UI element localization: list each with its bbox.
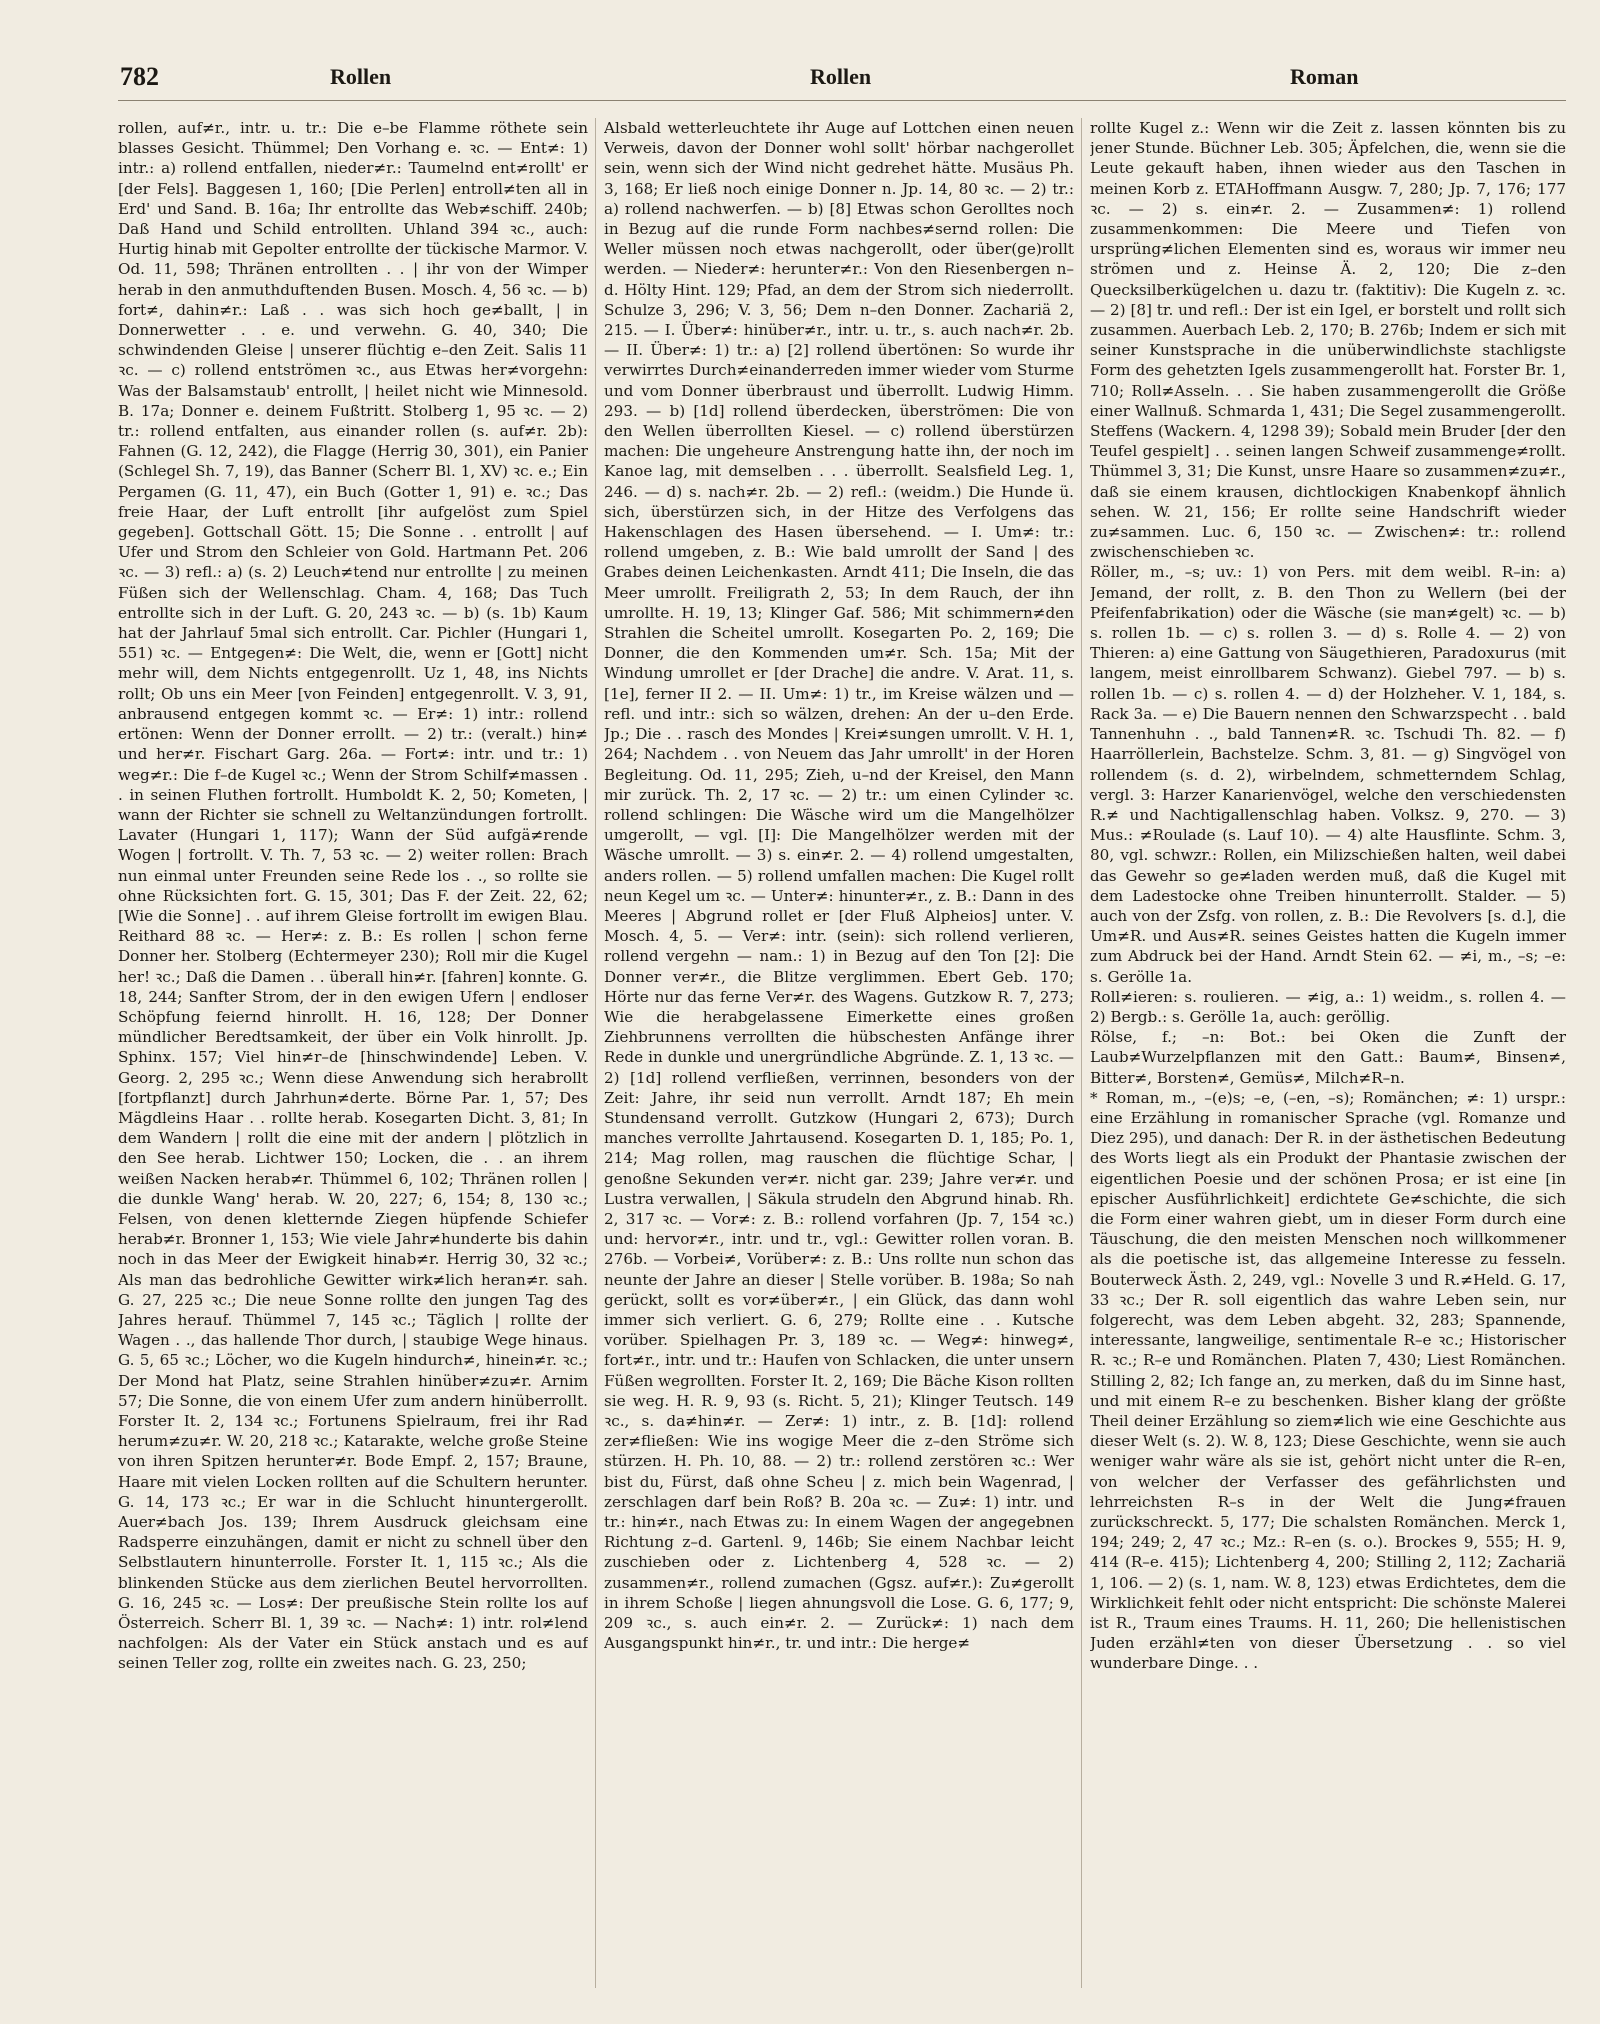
column-left-text: rollen, auf≠r., intr. u. tr.: Die e–be Flamme röthete sein blasses Gesicht. Thümmel; Den Vorhang e. ꝛc. — Ent≠: 1) intr.: a) rollend entfallen, nieder≠r.: Taumelnd ent≠rollt' er [der Fels]. Baggesen 1, 160; [Die Perlen] entroll≠ten all in Erd' und Sand. B. 16a; Ihr entrollte das Web≠schiff. 240b; Daß Hand und Schild entrollten. Uhland 394 ꝛc., auch: Hurtig hinab mit Gepolter entrollte der tückische Marmor. V. Od. 11, 598; Thränen entrollten . . | ihr von der Wimper herab in den anmuthduftenden Busen. Mosch. 4, 56 ꝛc. — b) fort≠, dahin≠r.: Laß . . was sich hoch ge≠ballt, | in Donnerwetter . . e. und verwehn. G. 40, 340; Die schwindenden Gleise | unserer flüchtig e–den Zeit. Salis 11 ꝛc. — c) rollend entströmen ꝛc., aus Etwas her≠vorgehn: Was der Balsamstaub' entrollt, | heilet nicht wie Minnesold. B. 17a; Donner e. deinem Fußtritt. Stolberg 1, 95 ꝛc. — 2) tr.: rollend entfalten, aus einander rollen (s. auf≠r. 2b): Fahnen (G. 12, 242), die Flagge (Herrig 30, 301), ein Panier (Schlegel Sh. 7, 19), das Banner (Scherr Bl. 1, XV) ꝛc. e.; Ein Pergamen (G. 11, 47), ein Buch (Gotter 1, 91) e. ꝛc.; Das freie Haar, der Luft entrollt [ihr aufgelöst zum Spiel gegeben]. Gottschall Gött. 15; Die Sonne . . entrollt | auf Ufer und Strom den Schleier von Gold. Hartmann Pet. 206 ꝛc. — 3) refl.: a) (s. 2) Leuch≠tend nur entrollte | zu meinen Füßen sich der Wellenschlag. Cham. 4, 168; Das Tuch entrollte sich in der Luft. G. 20, 243 ꝛc. — b) (s. 1b) Kaum hat der Jahrlauf 5mal sich entrollt. Car. Pichler (Hungari 1, 551) ꝛc. — Entgegen≠: Die Welt, die, wenn er [Gott] nicht mehr will, dem Nichts entgegenrollt. Uz 1, 48, ins Nichts rollt; Ob uns ein Meer [von Feinden] entgegenrollt. V. 3, 91, anbrausend entgegen kommt ꝛc. — Er≠: 1) intr.: rollend ertönen: Wenn der Donner errollt. — 2) tr.: (veralt.) hin≠ und her≠r. Fischart Garg. 26a. — Fort≠: intr. und tr.: 1) weg≠r.: Die f–de Kugel ꝛc.; Wenn der Strom Schilf≠massen . . in seinen Fluthen fortrollt. Humboldt K. 2, 50; Kometen, | wann der Richter sie schnell zu Weltanzündungen fortrollt. Lavater (Hungari 1, 117); Wann der Süd aufgä≠rende Wogen | fortrollt. V. Th. 7, 53 ꝛc. — 2) weiter rollen: Brach nun einmal unter Freunden seine Rede los . ., so rollte sie ohne Rücksichten fort. G. 15, 301; Das F. der Zeit. 22, 62; [Wie die Sonne] . . auf ihrem Gleise fortrollt im ewigen Blau. Reithard 88 ꝛc. — Her≠: z. B.: Es rollen | schon ferne Donner her. Stolberg (Echtermeyer 230); Roll mir die Kugel her! ꝛc.; Daß die Damen . . überall hin≠r. [fahren] konnte. G. 18, 244; Sanfter Strom, der in den ewigen Ufern | endloser Schöpfung feiernd hinrollt. H. 16, 128; Der Donner mündlicher Beredtsamkeit, der über ein Volk hinrollt. Jp. Sphinx. 157; Viel hin≠r–de [hinschwindende] Leben. V. Georg. 2, 295 ꝛc.; Wenn diese Anwendung sich herabrollt [fortpflanzt] durch Jahrhun≠derte. Börne Par. 1, 57; Des Mägdleins Haar . . rollte herab. Kosegarten Dicht. 3, 81; In dem Wandern | rollt die eine mit der andern | plötzlich in den See herab. Lichtwer 150; Locken, die . . an ihrem weißen Nacken herab≠r. Thümmel 6, 102; Thränen rollen | die dunkle Wang' herab. W. 20, 227; 6, 154; 8, 130 ꝛc.; Felsen, von denen kletternde Ziegen hüpfende Schiefer herab≠r. Bronner 1, 153; Wie viele Jahr≠hunderte bis dahin noch in das Meer der Ewigkeit hinab≠r. Herrig 30, 32 ꝛc.; Als man das bedrohliche Gewitter wirk≠lich heran≠r. sah. G. 27, 225 ꝛc.; Die neue Sonne rollte den jungen Tag des Jahres herauf. Thümmel 7, 145 ꝛc.; Täglich | rollte der Wagen . ., das hallende Thor durch, | staubige Wege hinaus. G. 5, 65 ꝛc.; Löcher, wo die Kugeln hindurch≠, hinein≠r. ꝛc.; Der Mond hat Platz, seine Strahlen hinüber≠zu≠r. Arnim 57; Die Sonne, die von einem Ufer zum andern hinüberrollt. Forster It. 2, 134 ꝛc.; Fortunens Spielraum, frei ihr Rad herum≠zu≠r. W. 20, 218 ꝛc.; Katarakte, welche große Steine von ihren Spitzen herunter≠r. Bode Empf. 2, 157; Braune, Haare mit vielen Locken rollten auf die Schultern herunter. G. 14, 173 ꝛc.; Er war in die Schlucht hinuntergerollt. Auer≠bach Jos. 139; Ihrem Ausdruck gleichsam eine Radsperre einzuhängen, damit er nicht zu schnell über den Selbstlautern hinunterrolle. Forster It. 1, 115 ꝛc.; Als die blinkenden Stücke aus dem zierlichen Beutel hervorrollten. G. 16, 245 ꝛc. — Los≠: Der preußische Stein rollte los auf Österreich. Scherr Bl. 1, 39 ꝛc. — Nach≠: 1) intr. rol≠lend nachfolgen: Als der Vater ein Stück anstach und es auf seinen Teller zog, rollte ein zweites nach. G. 23, 250; xyxy=(118,119,588,1673)
page-number: 782 xyxy=(120,62,159,91)
running-head-left: Rollen xyxy=(330,64,392,89)
column-right-text: rollte Kugel z.: Wenn wir die Zeit z. lassen könnten bis zu jener Stunde. Büchner Leb. 305; Äpfelchen, die, wenn sie die Leute gekauft haben, ihnen wieder aus den Taschen in meinen Korb z. ETAHoffmann Ausgw. 7, 280; Jp. 7, 176; 177 ꝛc. — 2) s. ein≠r. 2. — Zusammen≠: 1) rollend zusammenkommen: Die Meere und Tiefen von ursprüng≠lichen Elementen sind es, woraus wir immer neu strömen und z. Heinse Ä. 2, 120; Die z–den Quecksilberkügelchen u. dazu tr. (faktitiv): Die Kugeln z. ꝛc. — 2) [8] tr. und refl.: Der ist ein Igel, er borstelt und rollt sich zusammen. Auerbach Leb. 2, 170; B. 276b; Indem er sich mit seiner Kunstsprache in die unüberwindlichste stachligste Form des gehetzten Igels zusammengerollt hat. Forster Br. 1, 710; Roll≠Asseln. . . Sie haben zusammengerollt die Größe einer Wallnuß. Schmarda 1, 431; Die Segel zusammengerollt. Steffens (Wackern. 4, 1298 39); Sobald mein Bruder [der den Teufel gespielt] . . seinen langen Schweif zusammenge≠rollt. Thümmel 3, 31; Die Kunst, unsre Haare so zusammen≠zu≠r., daß sie einem krausen, dichtlockigen Knabenkopf ähnlich sehen. W. 21, 156; Er rollte seine Handschrift wieder zu≠sammen. Luc. 6, 150 ꝛc. — Zwischen≠: tr.: rollend zwischenschieben ꝛc. Röller, m., –s; uv.: 1) von Pers. mit dem weibl. R–in: a) Jemand, der rollt, z. B. den Thon zu Wellern (bei der Pfeifenfabrikation) oder die Wäsche (sie man≠gelt) ꝛc. — b) s. rollen 1b. — c) s. rollen 3. — d) s. Rolle 4. — 2) von Thieren: a) eine Gattung von Säugethieren, Paradoxurus (mit langem, meist einrollbarem Schwanz). Giebel 797. — b) s. rollen 1b. — c) s. rollen 4. — d) der Holzheher. V. 1, 184, s. Rack 3a. — e) Die Bauern nennen den Schwarzspecht . . bald Tannenhuhn . ., bald Tannen≠R. ꝛc. Tschudi Th. 82. — f) Haarröllerlein, Bachstelze. Schm. 3, 81. — g) Singvögel von rollendem (s. d. 2), wirbelndem, schmetterndem Schlag, vergl. 3: Harzer Kanarienvögel, welche den verschiedensten R.≠ und Nachtigallenschlag haben. Volksz. 9, 270. — 3) Mus.: ≠Roulade (s. Lauf 10). — 4) alte Hausflinte. Schm. 3, 80, vgl. schwzr.: Rollen, ein Milizschießen halten, weil dabei das Gewehr so ge≠laden werden muß, daß die Kugel mit dem Ladestocke ohne Treiben hinunterrollt. Stalder. — 5) auch von der Zsfg. von rollen, z. B.: Die Revolvers [s. d.], die Um≠R. und Aus≠R. seines Geistes hatten die Kugeln immer zum Abdruck bei der Hand. Arndt Stein 62. — ≠i, m., –s; –e: s. Gerölle 1a. Roll≠ieren: s. roulieren. — ≠ig, a.: 1) weidm., s. rollen 4. — 2) Bergb.: s. Gerölle 1a, auch: geröllig. Rölse, f.; –n: Bot.: bei Oken die Zunft der Laub≠Wurzelpflanzen mit den Gatt.: Baum≠, Binsen≠, Bitter≠, Borsten≠, Gemüs≠, Milch≠R–n. * Roman, m., –(e)s; –e, (–en, –s); Romänchen; ≠: 1) urspr.: eine Erzählung in romanischer Sprache (vgl. Romanze und Diez 295), und danach: Der R. in der ästhetischen Bedeutung des Worts liegt als ein Produkt der Phantasie zwischen der eigentlichen Poesie und der schönen Prosa; er ist eine [in epischer Ausführlichkeit] erdichtete Ge≠schichte, die sich die Form einer wahren giebt, um in dieser Form durch eine Täuschung, die den meisten Menschen noch willkommener als die poetische ist, das allgemeine Interesse zu fesseln. Bouterweck Ästh. 2, 249, vgl.: Novelle 3 und R.≠Held. G. 17, 33 ꝛc.; Der R. soll eigentlich das wahre Leben sein, nur folgerecht, was dem Leben abgeht. 32, 283; Spannende, interessante, langweilige, sentimentale R–e ꝛc.; Historischer R. ꝛc.; R–e und Romänchen. Platen 7, 430; Liest Romänchen. Stilling 2, 82; Ich fange an, zu merken, daß du im Sinne hast, und mit einem R–e zu beschenken. Bisher klang der größte Theil deiner Erzählung so ziem≠lich wie eine Geschichte aus dieser Welt (s. 2). W. 8, 123; Diese Geschichte, wenn sie auch weniger wahr wäre als sie ist, gehört nicht unter die R–en, von welcher der Verfasser des gefährlichsten und lehrreichsten R–s in der Welt die Jung≠frauen zurückschreckt. 5, 177; Die schalsten Romänchen. Merck 1, 194; 249; 2, 47 ꝛc.; Mz.: R–en (s. o.). Brockes 9, 555; H. 9, 414 (R–e. 415); Lichtenberg 4, 200; Stilling 2, 112; Zachariä 1, 106. — 2) (s. 1, nam. W. 8, 123) etwas Erdichtetes, dem die Wirklichkeit fehlt oder nicht entspricht: Die schönste Malerei ist R., Traum eines Traums. H. 11, 260; Die hellenistischen Juden erzähl≠ten von dieser Übersetzung . . so viel wunderbare Dinge. . . xyxy=(1090,119,1566,1673)
running-head-right: Roman xyxy=(1290,64,1359,89)
column-middle xyxy=(604,118,1074,1998)
column-right xyxy=(1090,118,1566,1998)
column-middle-text: Alsbald wetterleuchtete ihr Auge auf Lottchen einen neuen Verweis, davon der Donner wohl sollt' hörbar nachgerollet sein, wenn sich der Wind nicht gedrehet hätte. Musäus Ph. 3, 168; Er ließ noch einige Donner n. Jp. 14, 80 ꝛc. — 2) tr.: a) rollend nachwerfen. — b) [8] Etwas schon Gerolltes noch in Bezug auf die runde Form nachbes≠sernd rollen: Die Weller müssen noch etwas nachgerollt, oder über(ge)rollt werden. — Nieder≠: herunter≠r.: Von den Riesenbergen n–d. Hölty Hint. 129; Pfad, an dem der Strom sich niederrollt. Schulze 3, 296; V. 3, 56; Dem n–den Donner. Zachariä 2, 215. — I. Über≠: hinüber≠r., intr. u. tr., s. auch nach≠r. 2b. — II. Über≠: 1) tr.: a) [2] rollend übertönen: So wurde ihr verwirrtes Durch≠einanderreden immer wieder vom Sturme und vom Donner überbraust und überrollt. Ludwig Himm. 293. — b) [1d] rollend überdecken, überströmen: Die von den Wellen überrollten Kiesel. — c) rollend überstürzen machen: Die ungeheure Anstrengung hatte ihn, der noch im Kanoe lag, mit demselben . . . überrollt. Sealsfield Leg. 1, 246. — d) s. nach≠r. 2b. — 2) refl.: (weidm.) Die Hunde ü. sich, überstürzen sich, in der Hitze des Verfolgens das Hakenschlagen des Hasen übersehend. — I. Um≠: tr.: rollend umgeben, z. B.: Wie bald umrollt der Sand | des Grabes deinen Leichenkasten. Arndt 411; Die Inseln, die das Meer umrollt. Freiligrath 2, 53; In dem Rauch, der ihn umrollte. H. 19, 13; Klinger Gaf. 586; Mit schimmern≠den Strahlen die Scheitel umrollt. Kosegarten Po. 2, 169; Die Donner, die den Kommenden um≠r. Sch. 15a; Mit der Windung umrollet er [der Drache] die andre. V. Arat. 11, s. [1e], ferner II 2. — II. Um≠: 1) tr., im Kreise wälzen und — refl. und intr.: sich so wälzen, drehen: An der u–den Erde. Jp.; Die . . rasch des Mondes | Krei≠sungen umrollt. V. H. 1, 264; Nachdem . . von Neuem das Jahr umrollt' in der Horen Begleitung. Od. 11, 295; Zieh, u–nd der Kreisel, den Mann mir zurück. Th. 2, 17 ꝛc. — 2) tr.: um einen Cylinder ꝛc. rollend schlingen: Die Wäsche wird um die Mangelhölzer umgerollt, — vgl. [I]: Die Mangelhölzer werden mit der Wäsche umrollt. — 3) s. ein≠r. 2. — 4) rollend umgestalten, anders rollen. — 5) rollend umfallen machen: Die Kugel rollt neun Kegel um ꝛc. — Unter≠: hinunter≠r., z. B.: Dann in des Meeres | Abgrund rollet er [der Fluß Alpheios] unter. V. Mosch. 4, 5. — Ver≠: intr. (sein): sich rollend verlieren, rollend vergehn — nam.: 1) in Bezug auf den Ton [2]: Die Donner ver≠r., die Blitze verglimmen. Ebert Geb. 170; Hörte nur das ferne Ver≠r. des Wagens. Gutzkow R. 7, 273; Wie die herabgelassene Eimerkette eines großen Ziehbrunnens verrollten die hübschesten Anfänge ihrer Rede in dunkle und unergründliche Abgründe. Z. 1, 13 ꝛc. — 2) [1d] rollend verfließen, verrinnen, besonders von der Zeit: Jahre, ihr seid nun verrollt. Arndt 187; Eh mein Stundensand verrollt. Gutzkow (Hungari 2, 673); Durch manches verrollte Jahrtausend. Kosegarten D. 1, 185; Po. 1, 214; Mag rollen, mag rauschen die flüchtige Schar, | genoßne Sekunden ver≠r. nicht gar. 239; Jahre ver≠r. und Lustra verwallen, | Säkula strudeln den Abgrund hinab. Rh. 2, 317 ꝛc. — Vor≠: z. B.: rollend vorfahren (Jp. 7, 154 ꝛc.) und: hervor≠r., intr. und tr., vgl.: Gewitter rollen voran. B. 276b. — Vorbei≠, Vorüber≠: z. B.: Uns rollte nun schon das neunte der Jahre an dieser | Stelle vorüber. B. 198a; So nah gerückt, sollt es vor≠über≠r., | ein Glück, das dann wohl immer sich verliert. G. 6, 279; Rollte eine . . Kutsche vorüber. Spielhagen Pr. 3, 189 ꝛc. — Weg≠: hinweg≠, fort≠r., intr. und tr.: Haufen von Schlacken, die unter unsern Füßen wegrollten. Forster It. 2, 169; Die Bäche Kison rollten sie weg. H. R. 9, 93 (s. Richt. 5, 21); Klinger Teutsch. 149 ꝛc., s. da≠hin≠r. — Zer≠: 1) intr., z. B. [1d]: rollend zer≠fließen: Wie ins wogige Meer die z–den Ströme sich stürzen. H. Ph. 10, 88. — 2) tr.: rollend zerstören ꝛc.: Wer bist du, Fürst, daß ohne Scheu | z. mich bein Wagenrad, | zerschlagen darf bein Roß? B. 20a ꝛc. — Zu≠: 1) intr. und tr.: hin≠r., nach Etwas zu: In einem Wagen der angegebnen Richtung z–d. Gartenl. 9, 146b; Sie einem Nachbar leicht zuschieben oder z. Lichtenberg 4, 528 ꝛc. — 2) zusammen≠r., rollend zumachen (Ggsz. auf≠r.): Zu≠gerollt in ihrem Schoße | liegen ahnungsvoll die Lose. G. 6, 177; 9, 209 ꝛc., s. auch ein≠r. 2. — Zurück≠: 1) nach dem Ausgangspunkt hin≠r., tr. und intr.: Die herge≠ xyxy=(604,119,1074,1653)
column-divider xyxy=(1081,118,1082,1988)
column-left xyxy=(118,118,588,1998)
page-header xyxy=(0,62,1600,102)
header-rule xyxy=(118,100,1566,101)
running-head-center: Rollen xyxy=(810,64,872,89)
column-divider xyxy=(595,118,596,1988)
